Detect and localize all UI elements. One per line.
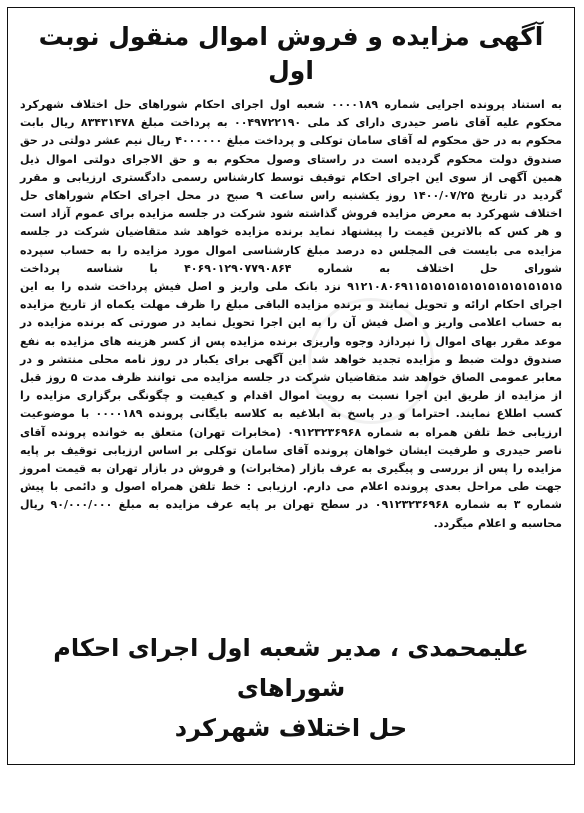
- signature-block: [18, 628, 564, 748]
- signature-line-2: حل اختلاف شهرکرد: [174, 714, 408, 742]
- paragraph-main: به استناد پرونده اجرایی شماره ۰۰۰۰۱۸۹ شعبه اول اجرای احکام شوراهای حل اختلاف شهرکرد محکوم علیه آقای ناصر حیدری دارای کد ملی ۰۰۴۹۷۲۲۱۹۰ به پرداخت مبلغ ۸۳۴۳۱۴۷۸ ریال بابت محکوم به در حق محکوم له آقای سامان توکلی و پرداخت مبلغ ۴۰۰۰۰۰۰ ریال نیم عشر دولتی در حق صندوق دولت محکوم گردیده است در راستای وصول محکوم به و حق الاجرای دولتی اموال ذیل همین آگهی از سوی این اجرای احکام توقیف توسط کارشناس رسمی دادگستری ارزیابی و مقرر گردید در تاریخ ۱۴۰۰/۰۷/۲۵ روز یکشنبه راس ساعت ۹ صبح در محل اجرای احکام شوراهای حل اختلاف شهرکرد به معرض مزایده فروش گذاشته شود شرکت در جلسه مزایده برای عموم آزاد است و هر کس که بالاترین قیمت را پیشنهاد نماید برنده مزایده خواهد شد متقاضیان شرکت در جلسه مزایده می بایست فی المجلس ده درصد مبلغ کارشناسی اموال مورد مزایده را به حساب سپرده شورای حل اختلاف به شماره ۴۰۶۹۰۱۲۹۰۷۷۹۰۸۶۴ با شناسه پرداخت ۹۱۲۱۰۸۰۶۹۱۱۵۱۵۱۵۱۵۱۵۱۵۱۵۱۵۱۵۱۵۱۵ نزد بانک ملی واریز و اصل فیش پرداخت شده را به این اجرای احکام ارائه و تحویل نمایند و برنده مزایده الباقی مبلغ را ظرف مهلت یکماه از تاریخ مزایده به حساب اعلامی واریز و اصل فیش آن را به این اجرا تحویل نماید در صورتی که برنده مزایده در موعد مقرر بهای اموال را نپردازد وجوه واریزی برنده مزایده پس از کسر هزینه های مزایده به نفع صندوق دولت ضبط و مزایده تجدید خواهد شد این آگهی برای یکبار در روز نامه محلی منتشر و در معابر عمومی الصاق خواهد شد متقاضیان شرکت در جلسه مزایده می توانند ظرف مدت ۵ روز قبل از مزایده از طریق این اجرا نسبت به رویت اموال اقدام و کیفیت و چگونگی برگزاری مزایده را کسب اطلاع نمایند.: [20, 98, 562, 421]
- notice-title: آگهی مزایده و فروش اموال منقول نوبت اول: [38, 22, 544, 85]
- paragraph-appraisal: احتراما و در پاسخ به ابلاغیه به کلاسه بایگانی پرونده ۰۰۰۰۱۸۹ با موضوعیت ارزیابی خط تلفن همراه به شماره ۰۹۱۲۳۲۳۶۹۶۸ (مخابرات تهران) متعلق به خوانده پرونده آقای ناصر حیدری و طرفیت ایشان خواهان پرونده آقای سامان توکلی بر اساس ارزیابی توقیف بر پایه مزایده را پس از بررسی و پیگیری به عرف بازار (مخابرات) و فروش در بازار تهران به قیمت امروز جهت طی مراحل بعدی پرونده اعلام می دارم. ارزیابی : خط تلفن همراه اصول و دائمی با پیش شماره ۳ به شماره ۰۹۱۲۳۲۳۶۹۶۸ در سطح تهران بر پایه عرف مزایده به مبلغ ۹۰/۰۰۰/۰۰۰ ریال محاسبه و اعلام میگردد.: [20, 407, 563, 530]
- auction-notice: [7, 7, 575, 765]
- signature-line-1: علیمحمدی ، مدیر شعبه اول اجرای احکام شوراهای: [53, 634, 529, 702]
- notice-body: [20, 96, 562, 533]
